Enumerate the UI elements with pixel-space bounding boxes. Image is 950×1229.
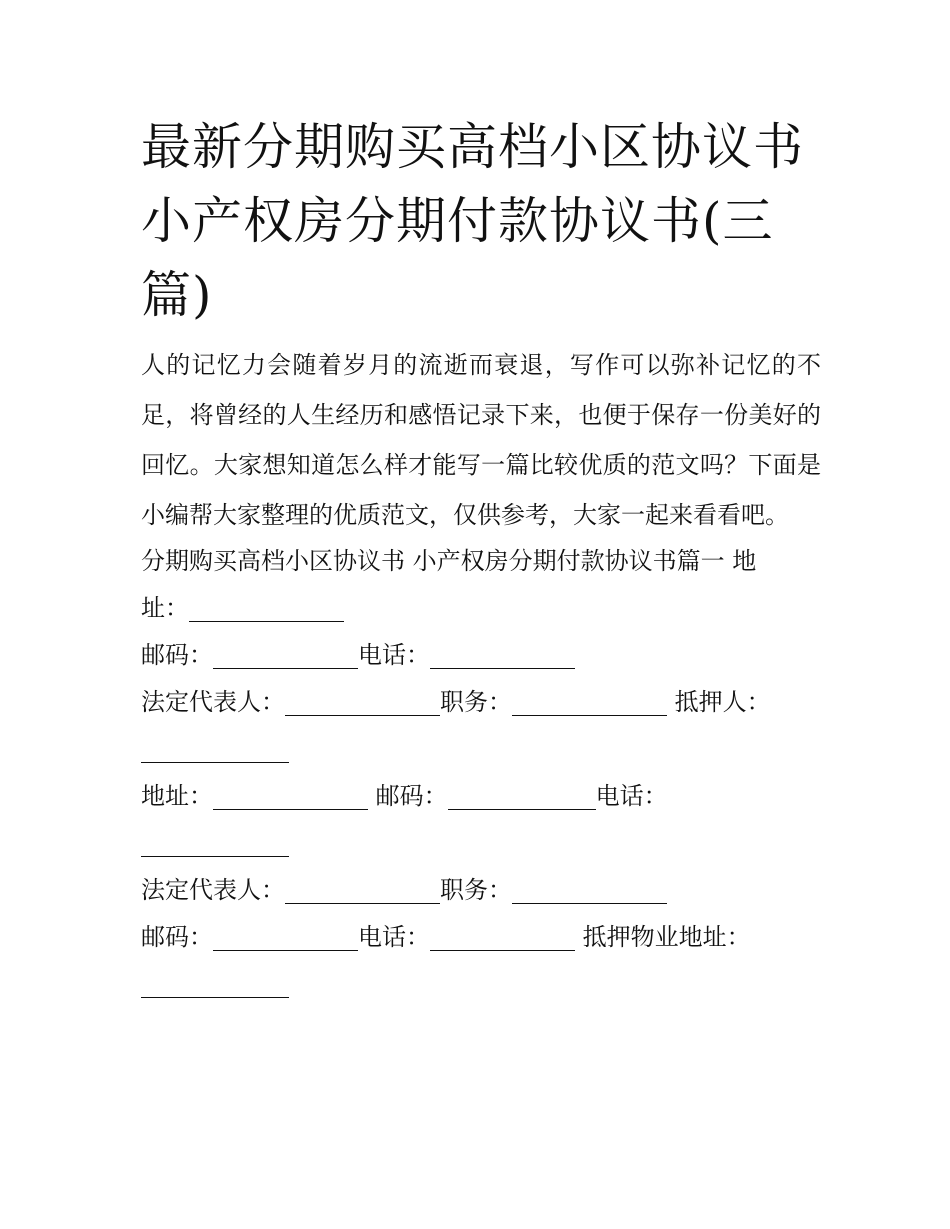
- postcode-blank-2: [448, 779, 596, 810]
- mortgagor-blank: [141, 732, 289, 763]
- field-line-rep-position-2: [141, 867, 821, 914]
- field-line-rep-position-mortgagor: [141, 679, 821, 726]
- postcode-blank-3: [213, 920, 358, 951]
- postcode-label: 邮码：: [141, 641, 213, 669]
- position-label-2: 职务：: [440, 876, 512, 904]
- position-blank-2: [512, 873, 667, 904]
- field-line-address-postcode-phone: [141, 773, 821, 820]
- legal-rep-blank: [285, 685, 440, 716]
- address-full-blank: [213, 779, 368, 810]
- legal-rep-blank-2: [285, 873, 440, 904]
- property-address-label: 抵押物业地址：: [582, 923, 751, 951]
- address-blank: [189, 591, 344, 622]
- section-heading-line: [141, 538, 821, 585]
- phone-label-2: 电话：: [595, 782, 668, 810]
- postcode-blank: [213, 638, 358, 669]
- position-label: 职务：: [440, 688, 512, 716]
- field-line-property-blank: [141, 961, 821, 1008]
- field-line-postcode-phone-property: [141, 914, 821, 961]
- field-line-address: [141, 585, 821, 632]
- intro-paragraph: 人的记忆力会随着岁月的流逝而衰退，写作可以弥补记忆的不足，将曾经的人生经历和感悟记录下来，也便于保存一份美好的回忆。大家想知道怎么样才能写一篇比较优质的范文吗？下面是小编帮大家整理的优质范文，仅供参考，大家一起来看看吧。: [141, 351, 821, 529]
- document-title: 最新分期购买高档小区协议书 小产权房分期付款协议书(三篇): [141, 118, 804, 324]
- document-page: [141, 110, 821, 1008]
- mortgagor-label: 抵押人：: [674, 688, 771, 716]
- field-line-postcode-phone: [141, 632, 821, 679]
- legal-rep-label: 法定代表人：: [141, 688, 285, 716]
- phone-label: 电话：: [358, 641, 430, 669]
- phone-blank-2: [141, 826, 289, 857]
- property-address-blank: [141, 967, 289, 998]
- phone-blank-3: [430, 920, 575, 951]
- address-full-label: 地址：: [141, 782, 213, 810]
- section-heading: 分期购买高档小区协议书 小产权房分期付款协议书篇一 地: [141, 547, 757, 575]
- field-line-mortgagor-blank: [141, 726, 821, 773]
- position-blank: [512, 685, 667, 716]
- phone-blank: [430, 638, 575, 669]
- address-label: 址：: [141, 594, 189, 622]
- postcode-label-2: 邮码：: [375, 782, 448, 810]
- postcode-label-3: 邮码：: [141, 923, 213, 951]
- phone-label-3: 电话：: [358, 923, 430, 951]
- legal-rep-label-2: 法定代表人：: [141, 876, 285, 904]
- field-line-phone-blank: [141, 820, 821, 867]
